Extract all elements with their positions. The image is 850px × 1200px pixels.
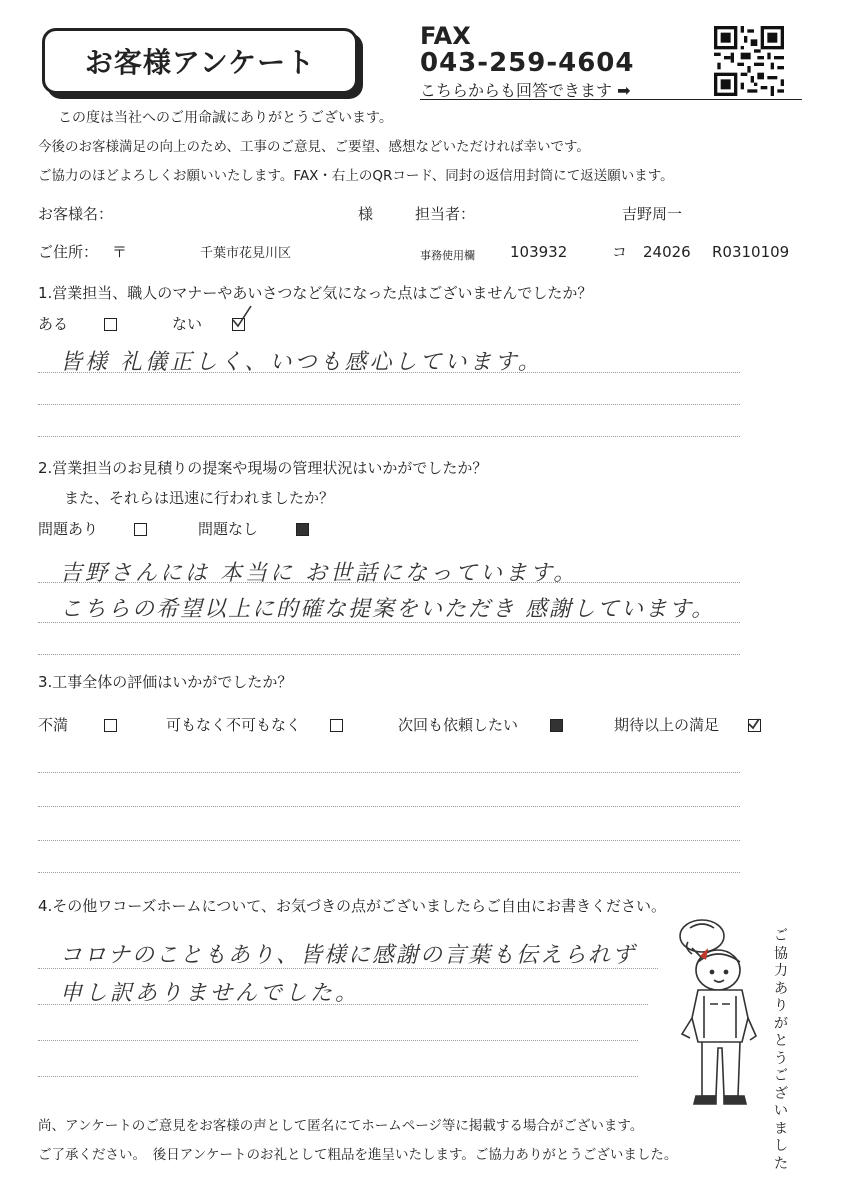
- q3-rule-1: [38, 772, 740, 773]
- q3-option-fuman-label: 不満: [38, 716, 69, 734]
- address-value: 千葉市花見川区: [200, 246, 292, 261]
- q4-question: 4.その他ワコーズホームについて、お気づきの点がございましたらご自由にお書きください。: [38, 897, 666, 915]
- fax-number: 043-259-4604: [420, 48, 635, 78]
- q3-option-jikai-label: 次回も依頼したい: [398, 716, 519, 734]
- q3-option-kitai-label: 期待以上の満足: [614, 716, 720, 734]
- office-code-mark: コ: [612, 243, 628, 261]
- q2-question-line-1: 2.営業担当のお見積りの提案や現場の管理状況はいかがでしたか？: [38, 459, 488, 477]
- q1-option-aru-checkbox[interactable]: [104, 318, 117, 331]
- postal-mark: 〒: [112, 243, 128, 261]
- customer-name-suffix: 様: [358, 205, 374, 223]
- footer-line-2: ご了承ください。 後日アンケートのお礼として粗品を進呈いたします。ご協力ありがとうございました。: [38, 1147, 678, 1163]
- q4-handwritten-answer-line-2: 申し訳ありませんでした。: [60, 981, 361, 1006]
- q1-option-aru-label: ある: [38, 315, 69, 333]
- q3-option-fuman-checkbox[interactable]: [104, 719, 117, 732]
- q4-rule-2: [38, 1004, 648, 1005]
- q1-question: 1.営業担当、職人のマナーやあいさつなど気になった点はございませんでしたか？: [38, 284, 593, 302]
- q4-rule-3: [38, 1040, 638, 1041]
- q4-rule-4: [38, 1076, 638, 1077]
- q1-nai-check-mark-icon: [229, 304, 253, 332]
- q3-kitai-check-mark-icon: [746, 716, 762, 732]
- qr-code-icon[interactable]: [714, 26, 784, 96]
- intro-line-1: この度は当社へのご用命誠にありがとうございます。: [58, 110, 393, 126]
- q4-handwritten-answer-line-1: コロナのこともあり、皆様に感謝の言葉も伝えられず: [60, 943, 637, 968]
- worker-mascot-icon: [662, 918, 766, 1114]
- office-code-2: 24026: [643, 243, 691, 261]
- footer-line-1: 尚、アンケートのご意見をお客様の声として匿名にてホームページ等に掲載する場合がございます。: [38, 1118, 644, 1134]
- q2-option-nashi-label: 問題なし: [198, 520, 259, 538]
- q4-rule-1: [38, 968, 658, 969]
- q1-rule-2: [38, 404, 740, 405]
- q3-question: 3.工事全体の評価はいかがでしたか？: [38, 673, 293, 691]
- q1-rule-3: [38, 436, 740, 437]
- side-thanks-vertical-text: ご協力ありがとうございました: [774, 928, 788, 1172]
- survey-title-box: [42, 28, 358, 94]
- q3-rule-4: [38, 872, 740, 873]
- q2-option-ari-label: 問題あり: [38, 520, 99, 538]
- staff-label: 担当者：: [415, 205, 476, 223]
- intro-line-2: 今後のお客様満足の向上のため、工事のご意見、ご要望、感想などいただければ幸いです。: [38, 139, 590, 155]
- q2-handwritten-answer-line-1: 吉野さんには 本当に お世話になっています。: [60, 561, 579, 586]
- q2-rule-2: [38, 622, 740, 623]
- address-label: ご住所：: [38, 243, 99, 261]
- fax-underline: [420, 99, 802, 100]
- q3-option-jikai-checkbox[interactable]: [550, 719, 563, 732]
- q2-question-line-2: また、それらは迅速に行われましたか？: [64, 489, 335, 507]
- office-code-3: R0310109: [712, 243, 790, 261]
- office-use-label: 事務使用欄: [420, 249, 475, 262]
- staff-name: 吉野周一: [622, 205, 683, 223]
- survey-title: お客様アンケート: [84, 46, 316, 79]
- q2-option-nashi-checkbox[interactable]: [296, 523, 309, 536]
- q1-handwritten-answer: 皆様 礼儀正しく、いつも感心しています。: [60, 350, 543, 375]
- fax-note: こちらからも回答できます ➡: [420, 81, 631, 100]
- q3-option-kamonaku-label: 可もなく不可もなく: [166, 716, 302, 734]
- q2-handwritten-answer-line-2: こちらの希望以上に的確な提案をいただき 感謝しています。: [60, 597, 716, 622]
- q3-option-kamonaku-checkbox[interactable]: [330, 719, 343, 732]
- q2-rule-3: [38, 654, 740, 655]
- customer-name-label: お客様名：: [38, 205, 114, 223]
- q1-option-nai-label: ない: [172, 315, 203, 333]
- q2-rule-1: [38, 582, 740, 583]
- q3-rule-3: [38, 840, 740, 841]
- q1-rule-1: [38, 372, 740, 373]
- q3-rule-2: [38, 806, 740, 807]
- q2-option-ari-checkbox[interactable]: [134, 523, 147, 536]
- office-code-1: 103932: [510, 243, 568, 261]
- intro-line-3: ご協力のほどよろしくお願いいたします。FAX・右上のQRコード、同封の返信用封筒にて返送願います。: [38, 168, 674, 184]
- fax-label: FAX: [420, 22, 471, 50]
